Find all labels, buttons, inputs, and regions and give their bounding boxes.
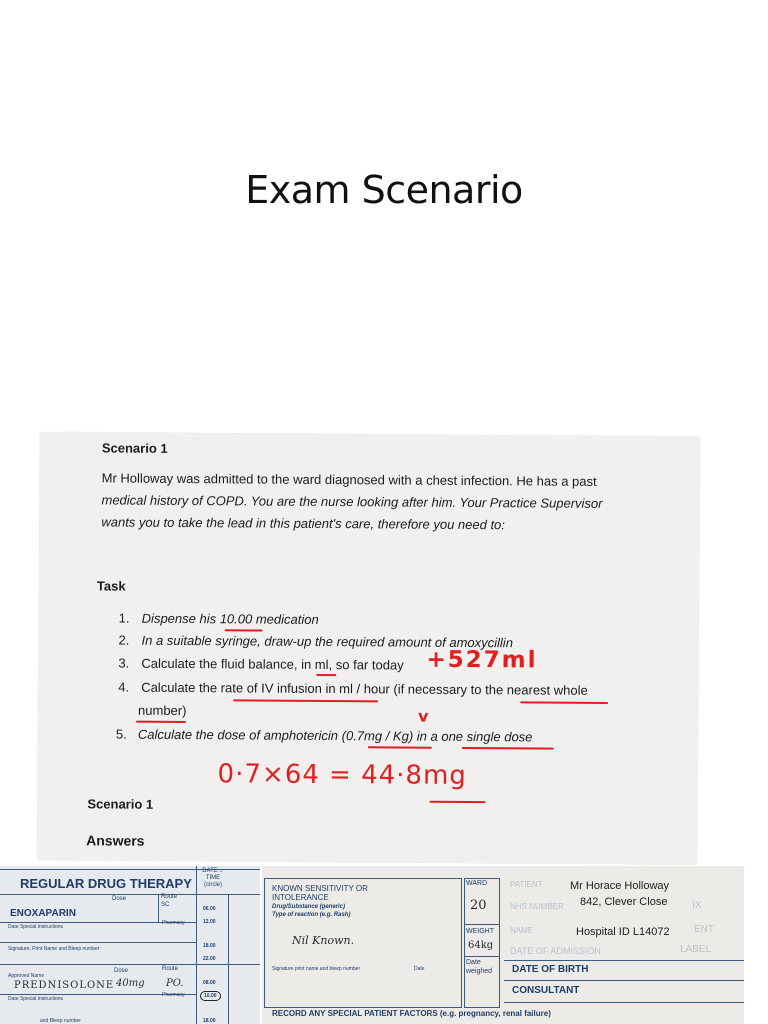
scenario-heading: Scenario 1 [101, 440, 168, 456]
prednisolone-dose: 40mg [116, 978, 145, 989]
underline-iv-infusion [233, 699, 343, 702]
underline-ml [316, 674, 336, 676]
task-5: Calculate the dose of amphotericin (0.7mg / Kg) in a one single dose [137, 726, 533, 745]
route-label: Route [161, 894, 178, 900]
weight-label: WEIGHT [466, 928, 494, 935]
consultant-label: CONSULTANT [512, 985, 580, 996]
patient-address: 842, Clever Close [580, 896, 668, 908]
handwritten-fluid-answer: +527ml [426, 646, 538, 674]
drug-chart-title: REGULAR DRUG THERAPY [20, 876, 192, 891]
dose-label: Dose [112, 896, 127, 902]
pharmacy-label-1: Pharmacy [162, 920, 185, 926]
dose-label-2: Dose [114, 968, 129, 974]
task-4-continued: number) [138, 702, 187, 719]
faded-nhs-number: NHS NUMBER [510, 902, 564, 911]
faded-ix: IX [692, 900, 702, 911]
faded-ent: ENT [694, 924, 714, 935]
route-sc: SC [161, 902, 170, 908]
drug-prednisolone: PREDNISOLONE [14, 980, 115, 991]
sensitivity-heading: KNOWN SENSITIVITY OR INTOLERANCE [272, 884, 368, 902]
scenario-sheet [37, 432, 700, 865]
nil-known-entry: Nil Known. [292, 934, 355, 947]
task-1: Dispense his 10.00 medication [141, 610, 319, 627]
task-number-3: 3. [118, 655, 130, 671]
date-special-1: Date Special instructions [8, 924, 64, 930]
time-1200: 12.00 [203, 919, 216, 925]
task-2: In a suitable syringe, draw-up the required amount of amoxycillin [141, 632, 514, 651]
task-3: Calculate the fluid balance, in ml, so far today [141, 655, 404, 673]
signature-label-1: Signature, Print Name and Bleep number [8, 946, 100, 952]
time-0800: 08.00 [203, 980, 216, 986]
date-of-birth-label: DATE OF BIRTH [512, 964, 589, 975]
time-1800-2: 18.00 [203, 1018, 216, 1024]
time-1800: 18.00 [203, 943, 216, 949]
drug-enoxaparin: ENOXAPARIN [10, 908, 76, 919]
task-number-2: 2. [118, 632, 130, 648]
time-2200: 22.00 [203, 956, 216, 962]
faded-name: NAME [510, 926, 534, 935]
answers-scenario-heading: Scenario 1 [87, 796, 154, 812]
faded-admission: DATE OF ADMISSION [510, 946, 601, 956]
pharmacy-label-2: Pharmacy [162, 992, 185, 998]
prednisolone-route: PO. [166, 978, 184, 989]
ward-value: 20 [470, 898, 487, 913]
weight-value: 64kg [468, 940, 494, 951]
underline-nearest-whole [520, 701, 608, 704]
bleep-number-label: and Bleep number [40, 1018, 81, 1024]
task-heading: Task [96, 578, 126, 594]
slide-title: Exam Scenario [245, 168, 523, 212]
patient-chart [262, 866, 744, 1024]
drug-substance-label: Drug/Substance (generic) [272, 904, 346, 910]
task-number-1: 1. [118, 610, 130, 626]
reaction-type-label: Type of reaction (e.g. Rash) [272, 912, 351, 918]
handwritten-tick: v [417, 706, 429, 726]
date-time-label: DATE→ TIME (circle) [202, 868, 224, 888]
task-4: Calculate the rate of IV infusion in ml / hour (if necessary to the nearest whole [141, 679, 588, 698]
underline-answer [429, 801, 485, 803]
underline-single-dose [462, 747, 554, 750]
approved-name-label: Approved Name [8, 973, 45, 979]
time-0600: 06.00 [203, 906, 216, 912]
task-number-4: 4. [118, 679, 130, 695]
underline-10-00 [225, 629, 263, 631]
task-number-5: 5. [115, 726, 127, 742]
faded-label: LABEL [680, 944, 712, 955]
signature-print-label: Signature print name and bleep number [272, 966, 361, 972]
underline-number [136, 721, 186, 723]
paragraph-line-1: Mr Holloway was admitted to the ward diagnosed with a chest infection. He has a past [101, 470, 597, 489]
hospital-id: Hospital ID L14072 [576, 926, 670, 938]
date-special-2: Date Special instructions [8, 996, 64, 1002]
faded-patient: PATIENT [510, 880, 543, 889]
route-label-2: Route [162, 966, 179, 972]
time-1000-circled: 10.00 [200, 991, 221, 1001]
handwritten-dose-calculation: 0·7×64 = 44·8mg [217, 759, 467, 791]
patient-name: Mr Horace Holloway [570, 880, 670, 892]
answers-heading: Answers [86, 832, 145, 849]
drug-therapy-chart [0, 866, 260, 1024]
date-weighed-label: Date weighed [466, 959, 493, 975]
date-label: Date [414, 966, 425, 972]
paragraph-line-3: wants you to take the lead in this patient's care, therefore you need to: [101, 514, 505, 533]
paragraph-line-2: medical history of COPD. You are the nurse looking after him. Your Practice Supervisor [101, 492, 603, 511]
ward-label: WARD [466, 880, 488, 887]
record-patient-factors: RECORD ANY SPECIAL PATIENT FACTORS (e.g. pregnancy, renal failure) [272, 1009, 551, 1018]
underline-ml-hour [342, 700, 378, 702]
underline-dose [368, 746, 432, 748]
